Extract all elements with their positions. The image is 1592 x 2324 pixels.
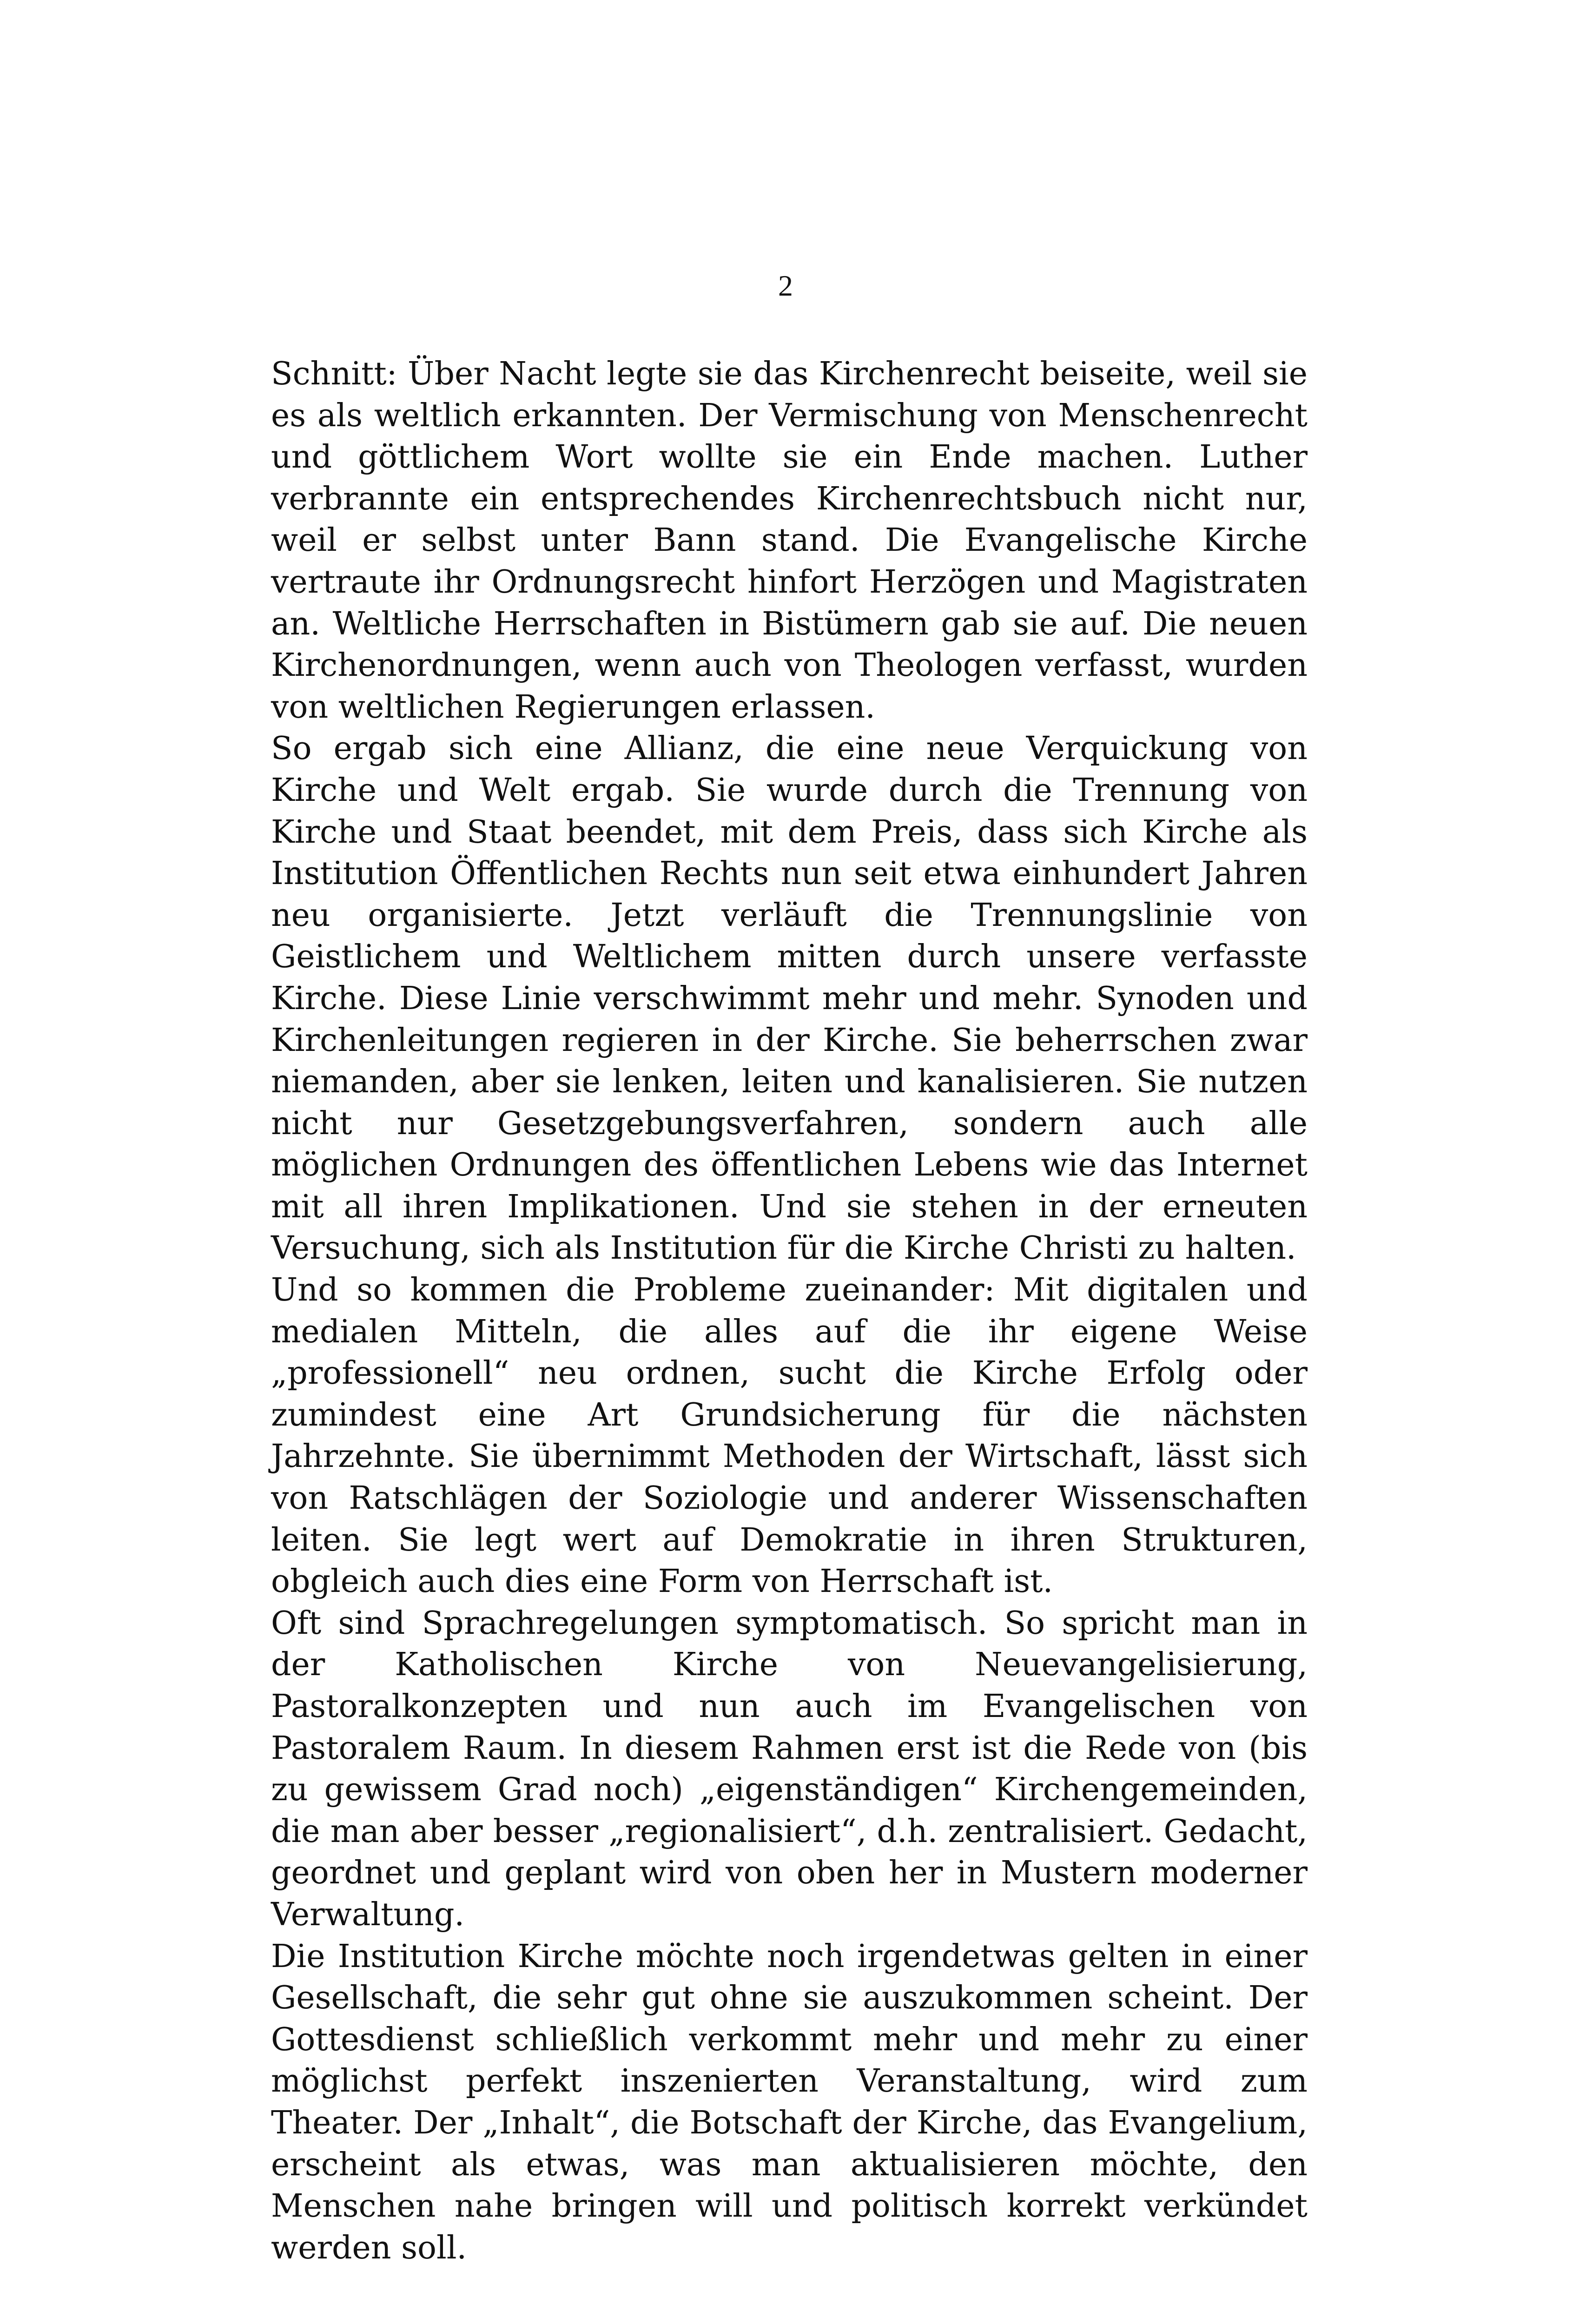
- paragraph-1: Schnitt: Über Nacht legte sie das Kirchenrecht beiseite, weil sie es als weltlich erkannten. Der Vermischung von Menschenrecht und göttlichem Wort wollte sie ein Ende machen. Luther verbrannte ein entsprechendes Kirchenrechtsbuch nicht nur, weil er selbst unter Bann stand. Die Evangelische Kirche vertraute ihr Ordnungsrecht hinfort Herzögen und Magistraten an. Weltliche Herrschaften in Bistümern gab sie auf. Die neuen Kirchenordnungen, wenn auch von Theologen verfasst, wurden von weltlichen Regierungen erlassen.: [271, 356, 1308, 726]
- page-number: 2: [778, 269, 793, 302]
- paragraph-3: Und so kommen die Probleme zueinander: Mit digitalen und medialen Mitteln, die alles auf die ihr eigene Weise „professionell“ neu ordnen, sucht die Kirche Erfolg oder zumindest eine Art Grundsicherung für die nächsten Jahrzehnte. Sie übernimmt Methoden der Wirtschaft, lässt sich von Ratschlägen der Soziologie und anderer Wissenschaften leiten. Sie legt wert auf Demokratie in ihren Strukturen, obgleich auch dies eine Form von Herrschaft ist.: [271, 1272, 1308, 1600]
- paragraph-5: Die Institution Kirche möchte noch irgendetwas gelten in einer Gesellschaft, die sehr gut ohne sie auszukommen scheint. Der Gottesdienst schließlich verkommt mehr und mehr zu einer möglichst perfekt inszenierten Veranstaltung, wird zum Theater. Der „Inhalt“, die Botschaft der Kirche, das Evangelium, erscheint als etwas, was man aktualisieren möchte, den Menschen nahe bringen will und politisch korrekt verkündet werden soll.: [271, 1938, 1308, 2266]
- body-text: [271, 353, 1308, 2269]
- paragraph-4: Oft sind Sprachregelungen symptomatisch. So spricht man in der Katholischen Kirche von Neuevangelisierung, Pastoralkonzepten und nun auch im Evangelischen von Pastoralem Raum. In diesem Rahmen erst ist die Rede von (bis zu gewissem Grad noch) „eigenständigen“ Kirchengemeinden, die man aber besser „regionalisiert“, d.h. zentralisiert. Gedacht, geordnet und geplant wird von oben her in Mustern moderner Verwaltung.: [271, 1604, 1308, 1933]
- paragraph-2: So ergab sich eine Allianz, die eine neue Verquickung von Kirche und Welt ergab. Sie wurde durch die Trennung von Kirche und Staat beendet, mit dem Preis, dass sich Kirche als Institution Öffentlichen Rechts nun seit etwa einhundert Jahren neu organisierte. Jetzt verläuft die Trennungslinie von Geistlichem und Weltlichem mitten durch unsere verfasste Kirche. Diese Linie verschwimmt mehr und mehr. Synoden und Kirchenleitungen regieren in der Kirche. Sie beherrschen zwar niemanden, aber sie lenken, leiten und kanalisieren. Sie nutzen nicht nur Gesetzgebungsverfahren, sondern auch alle möglichen Ordnungen des öffentlichen Lebens wie das Internet mit all ihren Implikationen. Und sie stehen in der erneuten Versuchung, sich als Institution für die Kirche Christi zu halten.: [271, 730, 1308, 1267]
